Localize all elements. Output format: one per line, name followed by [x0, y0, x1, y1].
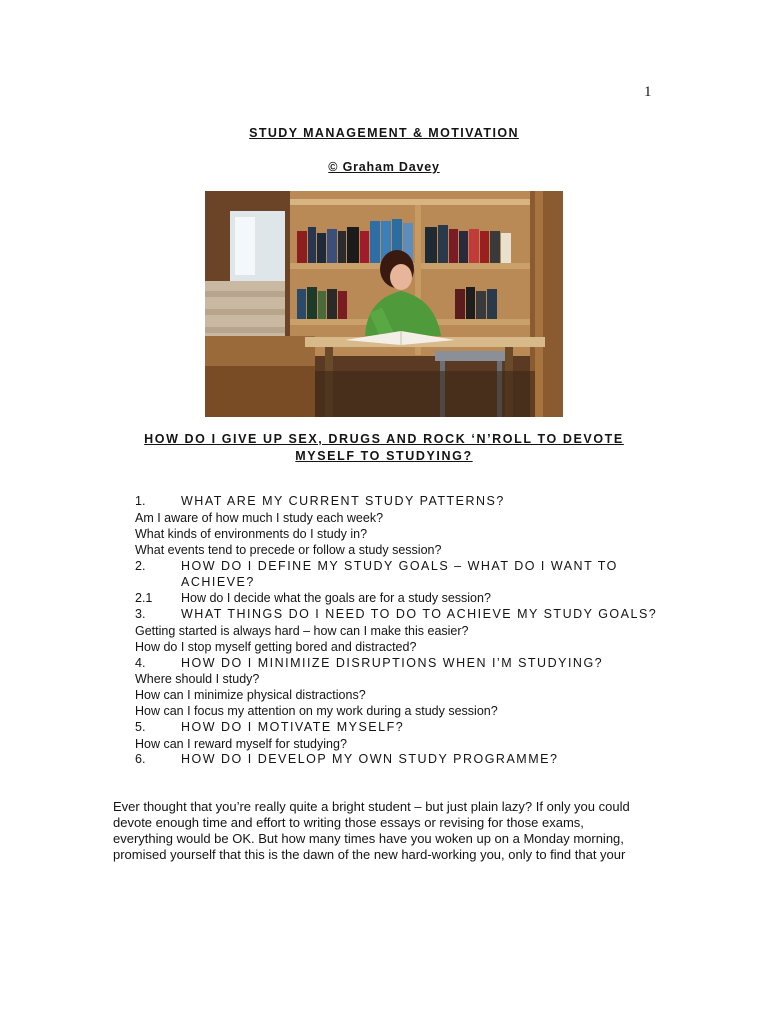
page-number: 1 — [644, 84, 652, 100]
document-author — [0, 160, 768, 174]
outline-number: 1. — [135, 494, 146, 508]
outline-heading-text: HOW DO I MINIMIIZE DISRUPTIONS WHEN I’M STUDYING? — [181, 656, 604, 670]
outline-question-text: Am I aware of how much I study each week? — [135, 511, 384, 525]
outline-number: 4. — [135, 656, 146, 670]
outline-question-text: Getting started is always hard – how can I make this easier? — [135, 624, 469, 638]
paragraph-line: devote enough time and effort to writing those essays or revising for those exams, — [113, 815, 584, 830]
document-author-text: © Graham Davey — [328, 160, 440, 174]
outline-number: 2. — [135, 559, 146, 573]
outline-question-text: Where should I study? — [135, 672, 260, 686]
outline-question-text: How can I reward myself for studying? — [135, 737, 347, 751]
outline-heading-text: ACHIEVE? — [181, 575, 255, 589]
outline-number: 6. — [135, 752, 146, 766]
section-subtitle — [120, 431, 648, 465]
outline-heading-text: HOW DO I DEVELOP MY OWN STUDY PROGRAMME? — [181, 752, 559, 766]
document-title — [0, 126, 768, 140]
outline-heading-text: HOW DO I MOTIVATE MYSELF? — [181, 720, 405, 734]
subtitle-line-1: HOW DO I GIVE UP SEX, DRUGS AND ROCK ‘N’ROLL TO DEVOTE — [144, 432, 624, 446]
outline-question-text: How can I minimize physical distractions? — [135, 688, 366, 702]
outline-heading-text: WHAT ARE MY CURRENT STUDY PATTERNS? — [181, 494, 505, 508]
outline-question-text: What kinds of environments do I study in? — [135, 527, 368, 541]
outline-number: 5. — [135, 720, 146, 734]
paragraph-line: everything would be OK. But how many times have you woken up on a Monday morning, — [113, 831, 624, 846]
library-scene-illustration — [205, 191, 563, 417]
outline-question-text: How do I stop myself getting bored and distracted? — [135, 640, 417, 654]
document-title-text: STUDY MANAGEMENT & MOTIVATION — [249, 126, 519, 140]
paragraph-line: promised yourself that this is the dawn of the new hard-working you, only to find that your — [113, 847, 626, 862]
outline-number: 2.1 — [135, 591, 153, 605]
outline-heading-text: HOW DO I DEFINE MY STUDY GOALS – WHAT DO I WANT TO — [181, 559, 618, 573]
outline-heading-text: WHAT THINGS DO I NEED TO DO TO ACHIEVE MY STUDY GOALS? — [181, 607, 658, 621]
paragraph-line: Ever thought that you’re really quite a bright student – but just plain lazy? If only you could — [113, 799, 630, 814]
intro-paragraph — [113, 799, 673, 863]
student-studying-in-library-photo — [205, 191, 563, 417]
outline-question-text: What events tend to precede or follow a study session? — [135, 543, 442, 557]
outline-number: 3. — [135, 607, 146, 621]
subtitle-line-2: MYSELF TO STUDYING? — [295, 449, 473, 463]
outline-subitem-text: How do I decide what the goals are for a study session? — [181, 591, 491, 605]
outline-question-text: How can I focus my attention on my work during a study session? — [135, 704, 498, 718]
